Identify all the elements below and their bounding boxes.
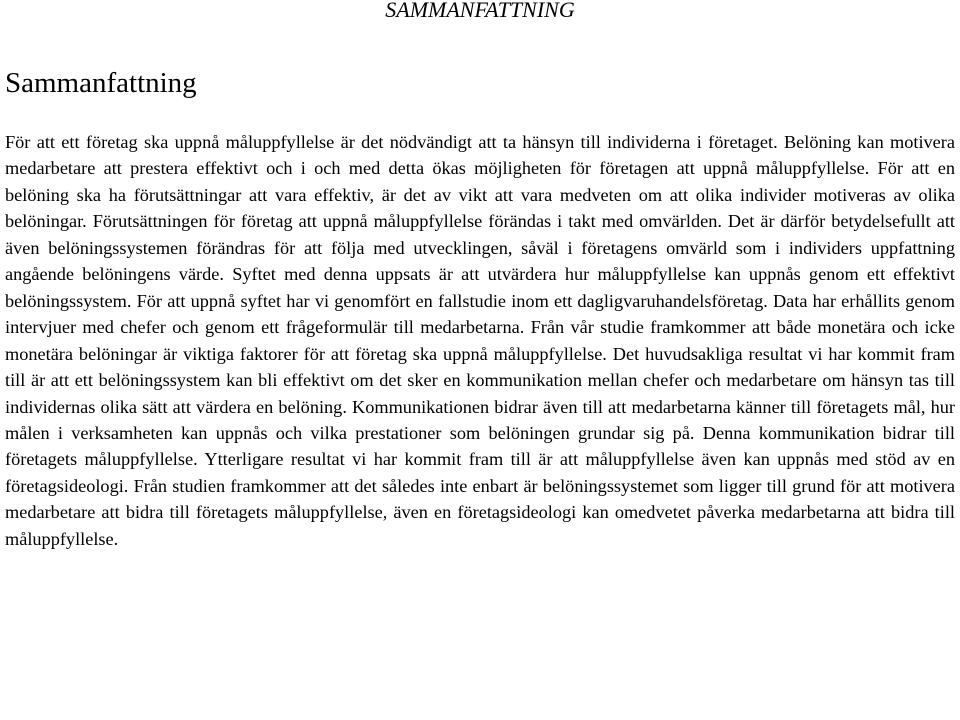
section-heading: Sammanfattning [5, 67, 197, 99]
abstract-paragraph: För att ett företag ska uppnå måluppfyllelse är det nödvändigt att ta hänsyn till individerna i företaget. Belöning kan motivera medarbetare att prestera effektivt och i och med detta ökas möjligheten för företagen att uppnå måluppfyllelse. För att en belöning ska ha förutsättningar att vara effektiv, är det av vikt att vara medveten om att olika individer motiveras av olika belöningar. Förutsättningen för företag att uppnå måluppfyllelse förändas i takt med omvärlden. Det är därför betydelsefullt att även belöningssystemen förändras för att följa med utvecklingen, såväl i företagens omvärld som i individers uppfattning angående belöningens värde. Syftet med denna uppsats är att utvärdera hur måluppfyllelse kan uppnås genom ett effektivt belöningssystem. För att uppnå syftet har vi genomfört en fallstudie inom ett dagligvaruhandelsföretag. Data har erhållits genom intervjuer med chefer och genom ett frågeformulär till medarbetarna. Från vår studie framkommer att både monetära och icke monetära belöningar är viktiga faktorer för att företag ska uppnå måluppfyllelse. Det huvudsakliga resultat vi har kommit fram till är att ett belöningssystem kan bli effektivt om det sker en kommunikation mellan chefer och medarbetare om hänsyn tas till individernas olika sätt att värdera en belöning. Kommunikationen bidrar även till att medarbetarna känner till företagets mål, hur målen i verksamheten kan uppnås och vilka prestationer som belöningen grundar sig på. Denna kommunikation bidrar till företagets måluppfyllelse. Ytterligare resultat vi har kommit fram till är att måluppfyllelse även kan uppnås med stöd av en företagsideologi. Från studien framkommer att det således inte enbart är belöningssystemet som ligger till grund för att motivera medarbetare att bidra till företagets måluppfyllelse, även en företagsideologi kan omedvetet påverka medarbetarna att bidra till måluppfyllelse. [5, 132, 955, 549]
running-header: SAMMANFATTNING [385, 0, 575, 22]
